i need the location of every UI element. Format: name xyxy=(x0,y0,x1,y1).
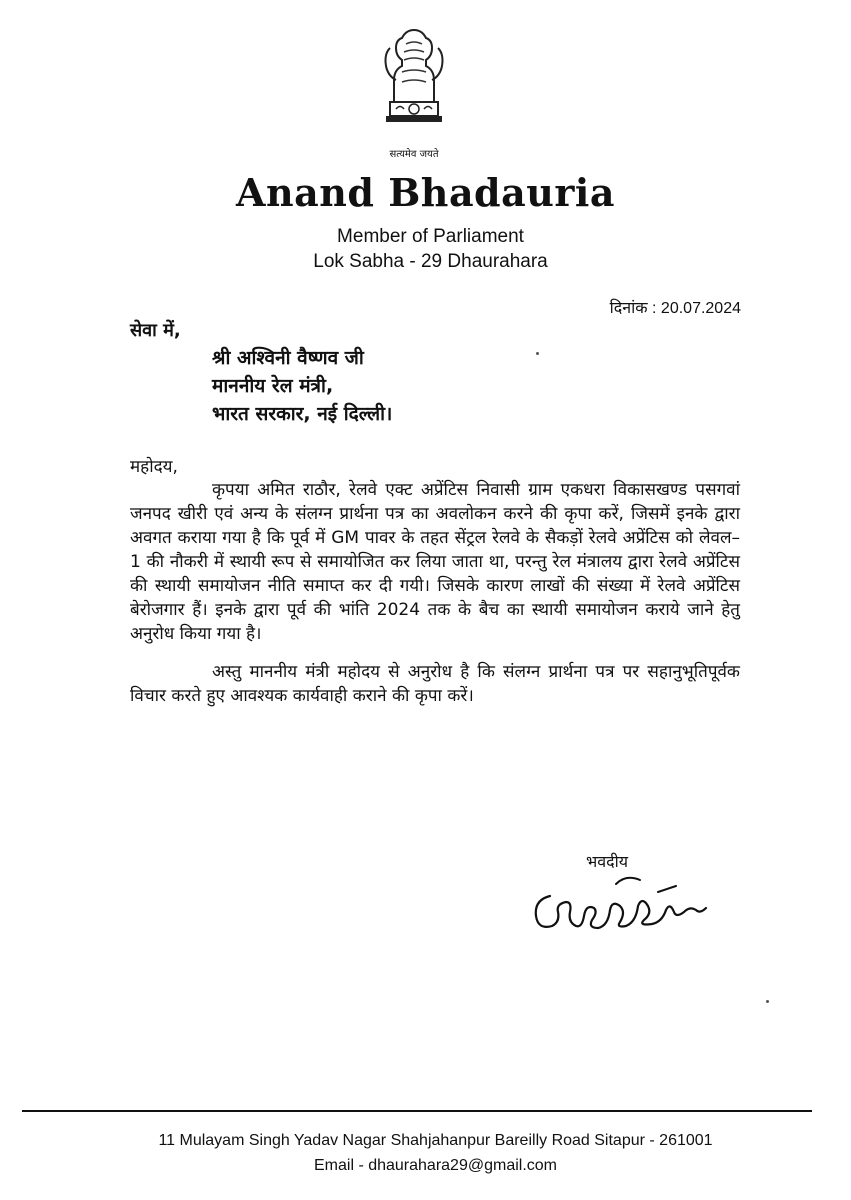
body-paragraph: अस्तु माननीय मंत्री महोदय से अनुरोध है कि संलग्न प्रार्थना पत्र पर सहानुभूतिपूर्वक विचार करते हुए आवश्यक कार्यवाही कराने की कृपा करें। xyxy=(130,662,740,706)
footer xyxy=(0,1128,851,1178)
closing: भवदीय xyxy=(586,852,629,871)
national-emblem-icon xyxy=(372,28,456,160)
addressee-name: श्री अश्विनी वैष्णव जी xyxy=(212,347,364,369)
sender-name: Anand Bhadauria xyxy=(236,170,615,215)
date-label: दिनांक xyxy=(609,300,648,317)
addressee-title: माननीय रेल मंत्री, xyxy=(212,375,334,397)
scan-speck xyxy=(766,1000,769,1003)
letter-date: दिनांक : 20.07.2024 xyxy=(609,300,741,317)
designation-title: Member of Parliament xyxy=(337,226,524,247)
date-value: 20.07.2024 xyxy=(660,300,741,317)
addressee-block xyxy=(212,344,392,428)
footer-address: 11 Mulayam Singh Yadav Nagar Shahjahanpur Bareilly Road Sitapur - 261001 xyxy=(158,1132,713,1149)
greeting: महोदय, xyxy=(130,457,178,477)
body-paragraph: कृपया अमित राठौर, रेलवे एक्ट अप्रेंटिस निवासी ग्राम एकधरा विकासखण्ड पसगवां जनपद खीरी एवं अन्य के संलग्न प्रार्थना पत्र का अवलोकन करने की कृपा करें, जिसमें इनके द्वारा अवगत कराया गया है कि पूर्व में GM पावर के तहत सेंट्रल रेलवे के सैकड़ों रेलवे अप्रेंटिस को लेवल–1 की नौकरी में स्थायी रूप से समायोजित कर लिया जाता था, परन्तु रेल मंत्रालय द्वारा रेलवे अप्रेंटिस की स्थायी समायोजन नीति समाप्त कर दी गयी। जिसके कारण लाखों की संख्या में रेलवे अप्रेंटिस बेरोजगार हैं। इनके द्वारा पूर्व की भांति 2024 तक के बैच का स्थायी समायोजन कराये जाने हेतु अनुरोध किया गया है। xyxy=(130,480,740,644)
emblem-motto: सत्यमेव जयते xyxy=(389,149,439,160)
footer-divider xyxy=(22,1110,812,1112)
to-label: सेवा में, xyxy=(130,320,181,341)
constituency: Lok Sabha - 29 Dhaurahara xyxy=(313,251,548,272)
addressee-office: भारत सरकार, नई दिल्ली। xyxy=(212,403,393,425)
scan-speck xyxy=(536,352,539,355)
footer-email: Email - dhaurahara29@gmail.com xyxy=(313,1157,557,1174)
signature xyxy=(520,866,750,946)
letter-body xyxy=(130,478,740,722)
sender-designation xyxy=(0,224,851,274)
